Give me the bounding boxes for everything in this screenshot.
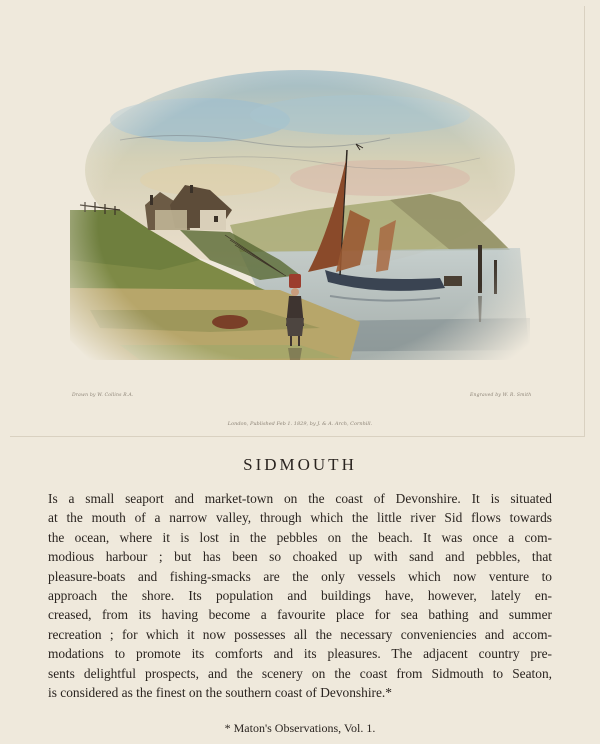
text-line: is considered as the finest on the southern coast of Devonshire.* [48, 685, 392, 701]
footnote: * Maton's Observations, Vol. 1. [224, 721, 376, 735]
description-paragraph [48, 489, 552, 702]
text-line: the ocean, where it is lost in the pebbles on the beach. It was once a com- [48, 529, 552, 545]
text-line: creased, from its having become a favourite place for sea bathing and summer [48, 607, 552, 623]
page-title: SIDMOUTH [243, 455, 357, 474]
text-line: pleasure-boats and fishing-smacks are the only vessels which now venture to [48, 568, 552, 584]
text-line: Is a small seaport and market-town on the coast of Devonshire. It is situated [48, 491, 552, 506]
text-line: approach the shore. Its population and buildings have, however, lately en- [48, 588, 552, 604]
sidmouth-engraving [60, 60, 540, 390]
text-line: modations to promote its comforts and its pleasures. The adjacent country pre- [48, 646, 552, 662]
text-line: modious harbour ; but has been so choaked up with sand and pebbles, that [48, 549, 552, 565]
publisher-imprint: London, Published Feb 1. 1829, by J. & A. Arch, Cornhill. [227, 421, 373, 427]
drawn-by-credit: Drawn by W. Collins R.A. [72, 393, 134, 398]
text-line: at the mouth of a narrow valley, through which the little river Sid flows towards [48, 510, 552, 526]
engraved-by-credit: Engraved by W. R. Smith [470, 393, 532, 398]
text-line: recreation ; for which it now possesses all the necessary conveniencies and accom- [48, 626, 552, 642]
text-line: sents delightful prospects, and the scenery on the coast from Sidmouth to Seaton, [48, 665, 552, 681]
